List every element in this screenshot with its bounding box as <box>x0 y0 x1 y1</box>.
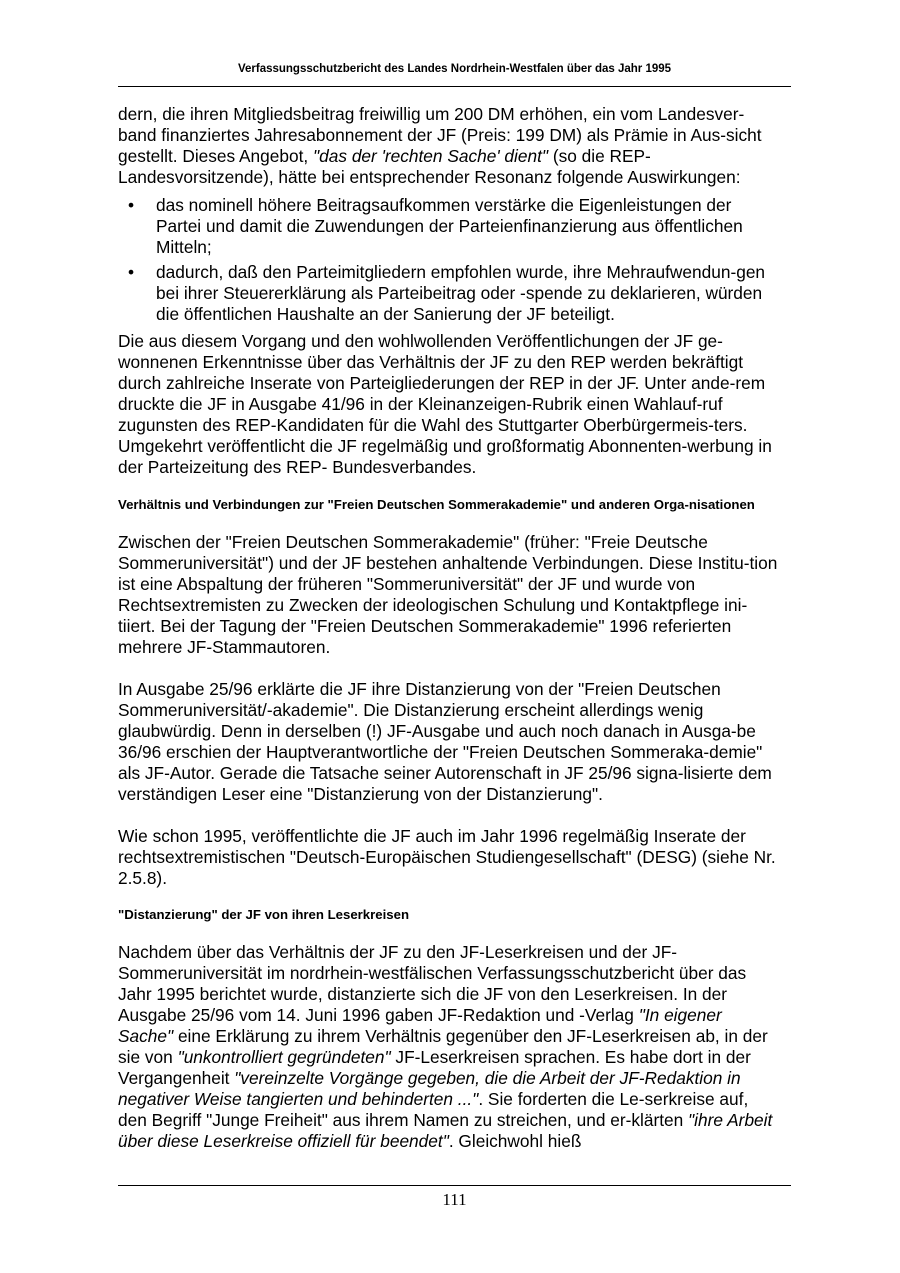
paragraph-desg: Wie schon 1995, veröffentlichte die JF auch im Jahr 1996 regelmäßig Inserate der rechtsextremistischen "Deutsch-Europäischen Studiengesellschaft" (DESG) (siehe Nr. 2.5.8). <box>118 826 776 888</box>
header-rule <box>118 86 791 87</box>
page-body <box>118 104 781 1152</box>
paragraph-sommerakademie: Zwischen der "Freien Deutschen Sommerakademie" (früher: "Freie Deutsche Sommeruniversität") und der JF bestehen anhaltende Verbindungen. Diese Institu-tion ist eine Abspaltung der früheren "Sommeruniversität" der JF und wurde von Rechtsextremisten zu Zwecken der ideologischen Schulung und Kontaktpflege ini-tiiert. Bei der Tagung der "Freien Deutschen Sommerakademie" 1996 referierten mehrere JF-Stammautoren. <box>118 532 778 657</box>
paragraph-rep-relations: Die aus diesem Vorgang und den wohlwollenden Veröffentlichungen der JF ge-wonnenen Erkenntnisse über das Verhältnis der JF zu den REP werden bekräftigt durch zahlreiche Inserate von Parteigliederungen der REP in der JF. Unter ande-rem druckte die JF in Ausgabe 41/96 in der Kleinanzeigen-Rubrik einen Wahlauf-ruf zugunsten des REP-Kandidaten für die Wahl des Stuttgarter Oberbürgermeis-ters. Umgekehrt veröffentlicht die JF regelmäßig und großformatig Abonnenten-werbung in der Parteizeitung des REP- Bundesverbandes. <box>118 331 772 477</box>
paragraph-leserkreise: Nachdem über das Verhältnis der JF zu den JF-Leserkreisen und der JF-Sommeruniversität im nordrhein-westfälischen Verfassungsschutzbericht über das Jahr 1995 berichtet wurde, distanzierte sich die JF von den Leserkreisen. In der Ausgabe 25/96 vom 14. Juni 1996 gaben JF-Redaktion und -Verlag "In eigener Sache" eine Erklärung zu ihrem Verhältnis gegenüber den JF-Leserkreisen ab, in der sie von "unkontrolliert gegründeten" JF-Leserkreisen sprachen. Es habe dort in der Vergangenheit "vereinzelte Vorgänge gegeben, die die Arbeit der JF-Redaktion in negativer Weise tangierten und behinderten ...". Sie forderten die Le-serkreise auf, den Begriff "Junge Freiheit" aus ihrem Namen zu streichen, und er-klärten "ihre Arbeit über diese Leserkreise offiziell für beendet". Gleichwohl hieß <box>118 942 773 1151</box>
page-number: 111 <box>442 1190 467 1209</box>
bullet-marker: • <box>128 262 135 282</box>
quote-rechte-sache: "das der 'rechten Sache' dient" <box>313 146 549 166</box>
paragraph-intro: dern, die ihren Mitgliedsbeitrag freiwillig um 200 DM erhöhen, ein vom Landesver-band finanziertes Jahresabonnement der JF (Preis: 199 DM) als Prämie in Aus-sicht gestellt. Dieses Angebot, "das der 'rechten Sache' dient" (so die REP-Landesvorsitzende), hätte bei entsprechender Resonanz folgende Auswirkungen: <box>118 104 762 187</box>
bullet-marker: • <box>128 195 135 215</box>
section-heading-leserkreise: "Distanzierung" der JF von ihren Leserkreisen <box>118 907 409 922</box>
section-heading-sommerakademie: Verhältnis und Verbindungen zur "Freien Deutschen Sommerakademie" und anderen Orga-nisationen <box>118 497 755 512</box>
paragraph-distanzierung: In Ausgabe 25/96 erklärte die JF ihre Distanzierung von der "Freien Deutschen Sommeruniversität/-akademie". Die Distanzierung erscheint allerdings wenig glaubwürdig. Denn in derselben (!) JF-Ausgabe und auch noch danach in Ausga-be 36/96 erschien der Hauptverantwortliche der "Freien Deutschen Sommeraka-demie" als JF-Autor. Gerade die Tatsache seiner Autorenschaft in JF 25/96 signa-lisierte dem verständigen Leser eine "Distanzierung von der Distanzierung". <box>118 679 772 804</box>
running-header: Verfassungsschutzbericht des Landes Nordrhein-Westfalen über das Jahr 1995 <box>237 63 672 75</box>
list-item: • dadurch, daß den Parteimitgliedern empfohlen wurde, ihre Mehraufwendun-gen bei ihrer Steuererklärung als Parteibeitrag oder -spende zu deklarieren, würden die öffentlichen Haushalte an der Sanierung der JF beteiligt. <box>128 262 766 324</box>
bullet-list <box>118 195 781 325</box>
footer-rule <box>118 1185 791 1186</box>
list-item: • das nominell höhere Beitragsaufkommen verstärke die Eigenleistungen der Partei und damit die Zuwendungen der Parteienfinanzierung aus öffentlichen Mitteln; <box>128 195 743 257</box>
